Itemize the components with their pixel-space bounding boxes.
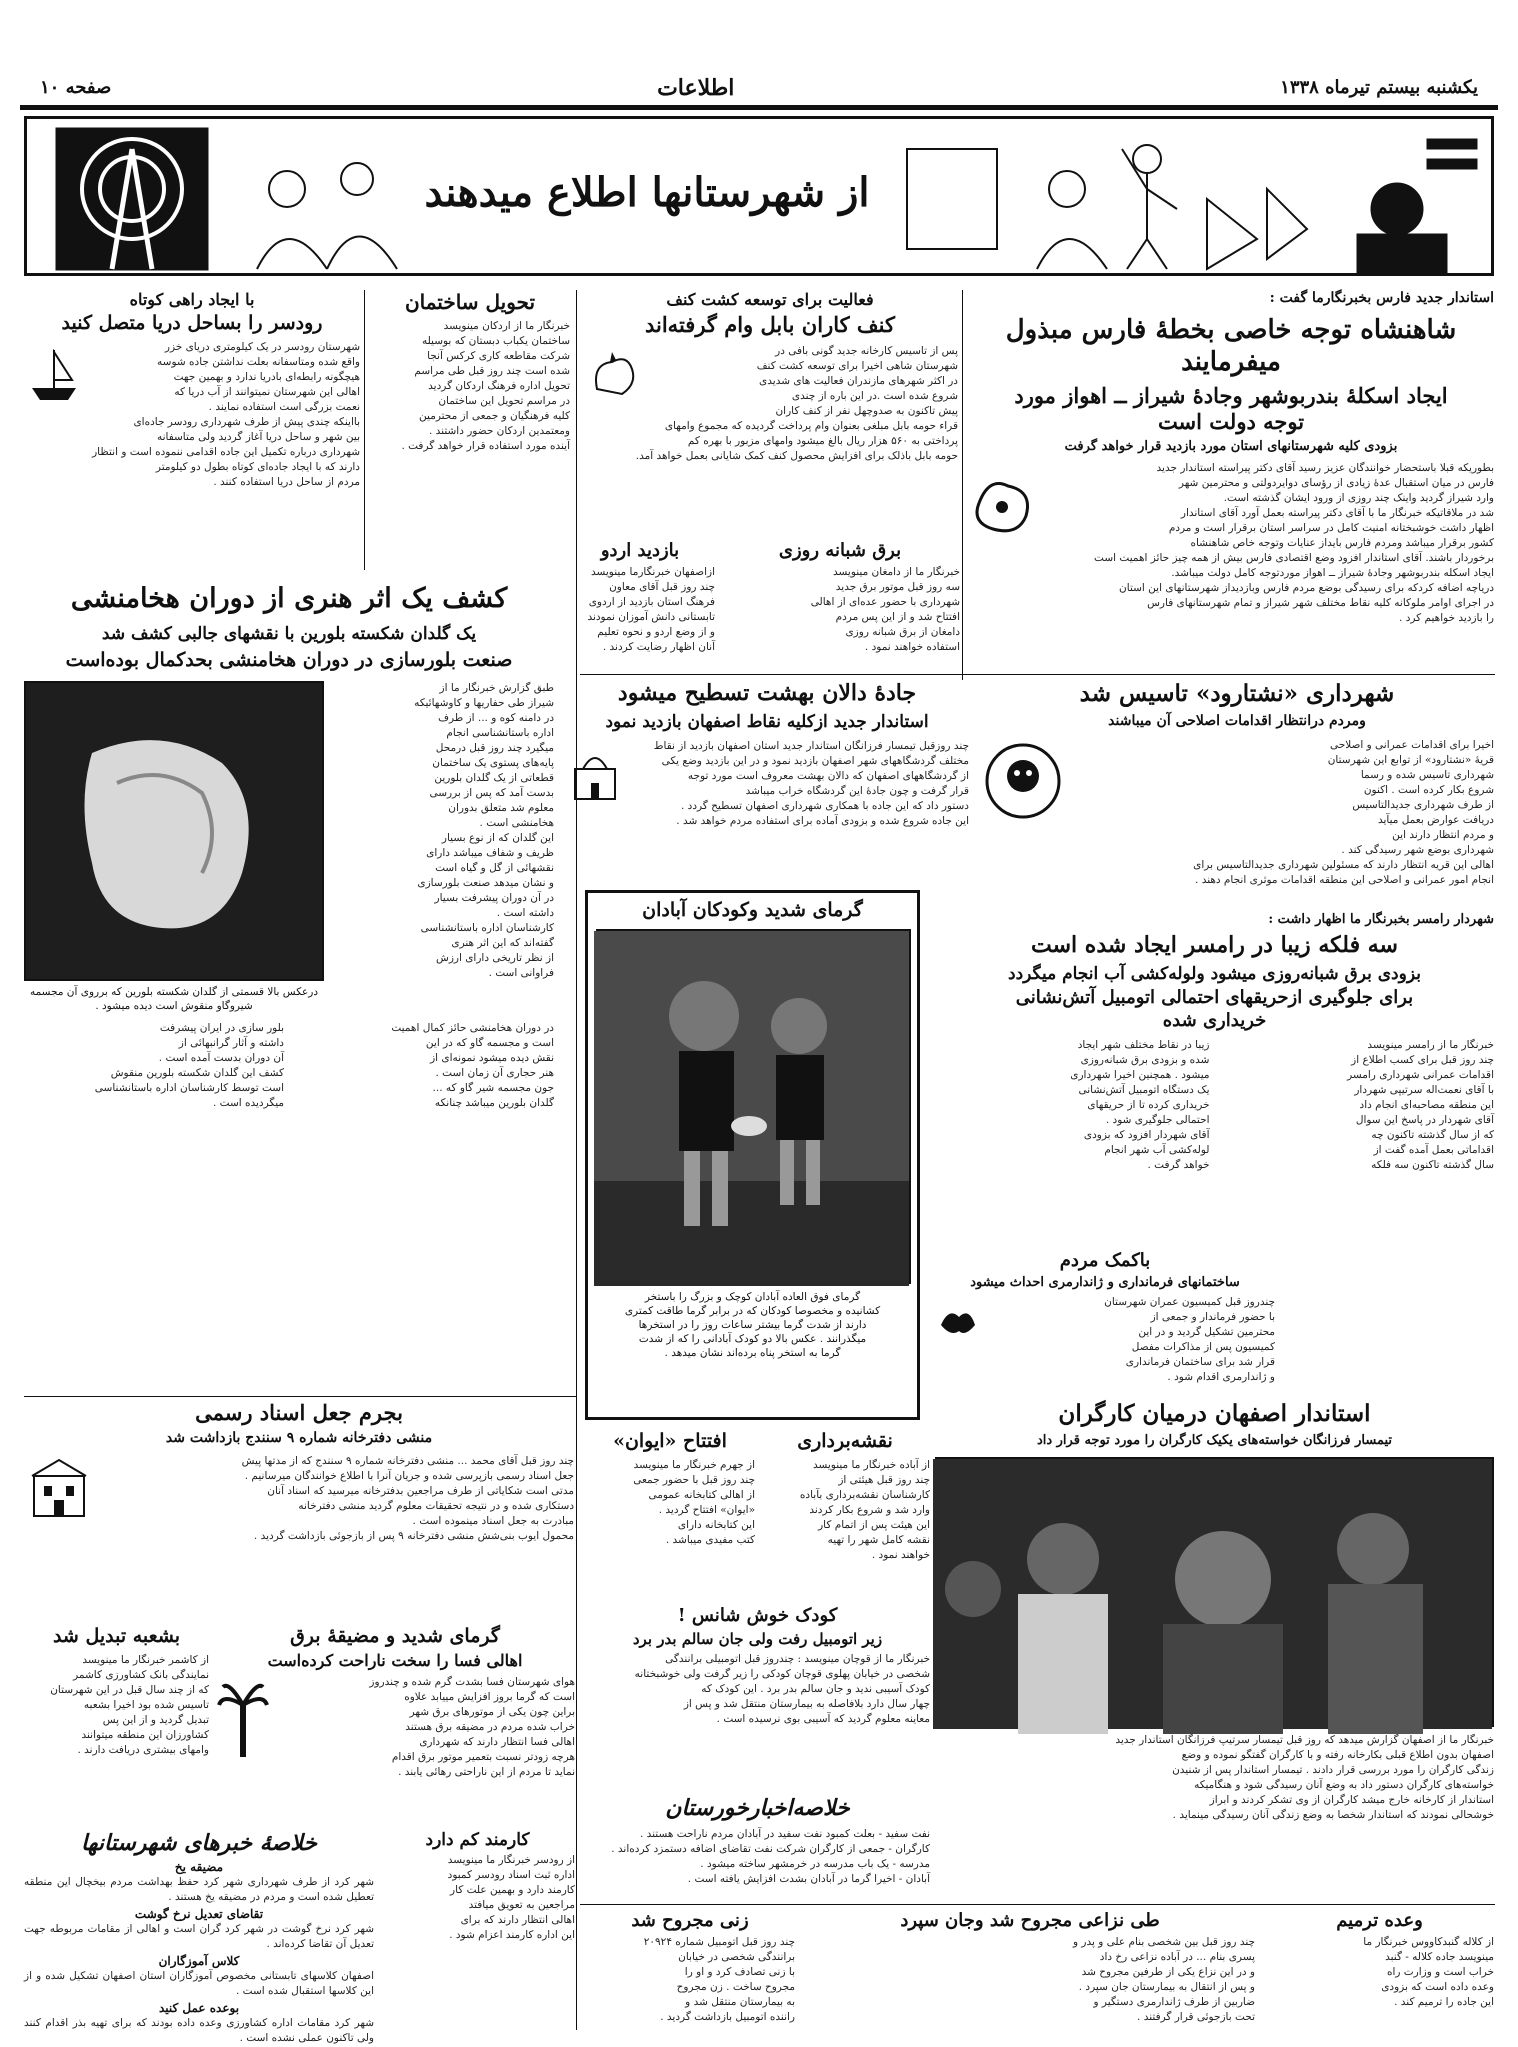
article-body: از آباده خبرنگار ما مینویسد چند روز قبل هیئتی از کارشناسان نقشه‌برداری بآباده وارد شد و شروع بکار کردند این هیئت پس از اتمام کار نقشه کامل شهر را تهیه خواهند نمود . bbox=[799, 1458, 930, 1561]
article-subheadline: خریداری شده bbox=[1162, 1009, 1267, 1031]
article-body: هوای شهرستان فسا بشدت گرم شده و چندروز است که گرما بروز افزایش مییابد علاوه براین چون یکی از موتورهای برق شهر خراب شده مردم در مضیقه برق هستند اهالی فسا انتظار دارند که شهرداری هرچه زودتر نسبت بتعمیر موتور برق اقدام نماید تا مردم از این ناراحتی رهائی یابند . bbox=[369, 1675, 575, 1778]
article-artifact bbox=[24, 582, 554, 1397]
article-headline: بازدید اردو bbox=[600, 540, 680, 561]
telephone-man-icon bbox=[1357, 139, 1477, 274]
paper-name: اطلاعات bbox=[657, 74, 735, 101]
article-body: شهرستان رودسر در یک کیلومتری دریای خزر واقع شده ومتاسفانه بعلت نداشتن جاده شوسه هیچگونه رابطه‌ای بادریا ندارد و بهمین جهت اهالی این شهرستان نمیتوانند از آب دریا که نعمت بزرگی است استفاده نمایند . bbox=[157, 340, 360, 413]
article-khuzestan bbox=[585, 1795, 930, 1905]
article-headline: کشف یک اثر هنری از دوران هخامنشی bbox=[70, 583, 508, 614]
article-subheadline: منشی دفترخانه شماره ۹ سنندج بازداشت شد bbox=[165, 1430, 433, 1447]
masthead bbox=[20, 70, 1498, 110]
article-road bbox=[24, 290, 360, 535]
section-banner bbox=[24, 116, 1494, 276]
summary-item-head: تقاضای تعدیل نرخ گوشت bbox=[134, 1906, 264, 1921]
article-subheadline: ساختمانهای فرمانداری و ژاندارمری احداث میشود bbox=[970, 1274, 1240, 1290]
article-body-continued: در دوران هخامنشی حائز کمال اهمیت است و مجسمه گاو که در این نقش دیده میشود نمونه‌ای از هنر حجاری آن زمان است . جون مجسمه شیر گاو که ... گلدان بلورین میباشد چنانکه بلور سازی در ایران پیشرفت داشته و آثار گرانبهائی از آن دوران بدست آمده است . کشف این گلدان شکسته بلورین منقوش است توسط کارشناسان اداره باستانشناسی میگردیده است . bbox=[94, 1021, 554, 1109]
row-divider bbox=[24, 1396, 576, 1397]
article-headline: بجرم جعل اسناد رسمی bbox=[195, 1400, 403, 1425]
article-trim bbox=[1265, 1910, 1494, 2035]
article-headline: بشعبه تبدیل شد bbox=[52, 1625, 181, 1647]
article-kicker: کودک خوش شانس ! bbox=[677, 1605, 838, 1626]
article-headline: تحویل ساختمان bbox=[404, 290, 536, 314]
article-body: چندروز قبل کمیسیون عمران شهرستان با حضور فرماندار و جمعی از محترمین تشکیل گردید و در این کمیسیون پس از مذاکرات مفصل قرار شد برای ساختمان فرمانداری و ژاندارمری اقدام شود . bbox=[1104, 1295, 1275, 1383]
article-neshtarood bbox=[980, 680, 1494, 910]
article-headline: نقشه‌برداری bbox=[797, 1430, 893, 1452]
article-body: چند روز قبل آقای محمد ... منشی دفترخانه شماره ۹ سنندج که از مدتها پیش جعل اسناد رسمی بازپرسی شده و جریان آنرا با اطلاع خوانندگان میرسانیم . مدتی است شکایاتی از طرف مراجعین بدفترخانه میرسید که اسناد آنان دستکاری شده و در نتیجه تحقیقات معلوم گردید منشی دفترخانه مبادرت به جعل اسناد مینموده است . محمول ایوب بنی‌شش منشی دفترخانه ۹ پس از بازجوئی بازداشت گردید . bbox=[241, 1454, 574, 1542]
article-mapping bbox=[760, 1430, 930, 1600]
summary-item-text: اصفهان کلاسهای تابستانی مخصوص آموزگاران استان اصفهان تشکیل شده و از این کلاسها استقبال شده است . bbox=[24, 1969, 374, 1997]
artifact-photo bbox=[24, 681, 324, 981]
workers-photo bbox=[935, 1457, 1494, 1727]
article-headline: کارمند کم دارد bbox=[425, 1830, 530, 1850]
glass-vase-fragment-image bbox=[22, 683, 322, 983]
article-kicker: شهردار رامسر بخبرنگار ما اظهار داشت : bbox=[1268, 912, 1494, 927]
boat-icon bbox=[24, 340, 84, 410]
article-subheadline: صنعت بلورسازی در دوران هخامنشی بحدکمال بوده‌است bbox=[65, 649, 513, 671]
article-subheadline: بزودی برق شبانه‌روزی میشود ولوله‌کشی آب انجام میگردد bbox=[1008, 963, 1421, 984]
article-kicker: با ایجاد راهی کوتاه bbox=[129, 290, 255, 309]
article-body: نفت سفید - بعلت کمبود نفت سفید در آبادان مردم ناراحت هستند . کارگران - جمعی از کارگران شرکت نفت تقاضای اضافه دستمزد کرده‌اند . مدرسه - یک باب مدرسه در خرمشهر ساخته میشود . آبادان - اخیرا گرما در آبادان بشدت افزایش یافته است . bbox=[611, 1827, 930, 1885]
article-body: خبرنگار ما از رامسر مینویسد چند روز قبل برای کسب اطلاع از اقدامات عمرانی شهرداری رامسر با آقای نعمت‌اله سرتیپی شهردار این منطقه مصاحبه‌ای انجام داد آقای شهردار در پاسخ این سوال که از سال گذشته تاکنون چه اقداماتی بعمل آمده گفت از سال گذشته تاکنون سه فلکه bbox=[1347, 1039, 1494, 1171]
article-body-continued: قراء حومه بابل مبلغی بعنوان وام پرداخت گردیده که مجموع وامهای پرداختی به ۵۶۰ هزار ریال بالغ میشود وامهای مزبور با بهره کم حومه بابل باذلک برای افزایش محصول کنف کمک شایانی بعمل خواهد آمد. bbox=[635, 420, 958, 463]
column-divider bbox=[576, 290, 577, 2030]
fars-map-icon bbox=[968, 471, 1038, 541]
article-headline: سه فلکه زیبا در رامسر ایجاد شده است bbox=[1031, 932, 1398, 959]
page-number: صفحه ۱۰ bbox=[40, 77, 112, 98]
article-subheadline: برای جلوگیری ازحریقهای احتمالی اتومبیل آتش‌نشانی bbox=[1015, 987, 1414, 1008]
article-subheadline: تیمسار فرزانگان خواسته‌های یکیک کارگران را مورد توجه قرار داد bbox=[1036, 1432, 1393, 1448]
article-injured bbox=[585, 1910, 795, 2035]
article-subheadline: ومردم درانتظار اقدامات اصلاحی آن میباشند bbox=[1108, 712, 1366, 729]
photo-caption: شیروگاو منقوش است دیده میشود . bbox=[95, 999, 253, 1012]
column-divider bbox=[962, 290, 963, 680]
rooster-icon bbox=[582, 344, 642, 404]
article-lucky bbox=[585, 1605, 930, 1790]
article-kicker: استاندار جدید فارس بخبرنگارما گفت : bbox=[1269, 290, 1494, 306]
article-iwan bbox=[585, 1430, 755, 1600]
photo-caption: خبرنگار ما از اصفهان گزارش میدهد که روز قبل تیمسار سرتیپ فرزانگان استاندار جدید اصفهان بدون اطلاع قبلی بکارخانه رفته و با کارگران گفتگو نموده و وضع زندگی کارگران را مورد بررسی قرار دادند . تیمسار استاندار پس از شنیدن خواسته‌های کارگران دستور داد به وضع آنان رسیدگی شود و هنگامیکه استاندار از کارخانه خارج میشد کارگران از وی تشکر کردند و ابراز خوشحالی نمودند که استاندار شخصا به وضع زندگی آنان رسیدگی مینماید . bbox=[1115, 1734, 1494, 1821]
summary-item-text: شهر کرد نرخ گوشت در شهر کرد گران است و اهالی از مقامات مربوطه جهت تعدیل آن تقاضا کرده‌اند . bbox=[24, 1922, 374, 1950]
governor-with-workers-image bbox=[933, 1459, 1492, 1729]
article-alleyway bbox=[565, 680, 969, 890]
article-body: طبق گزارش خبرنگار ما از شیراز طی حفاریها و کاوشهائیکه در دامنه کوه و ... از طرف اداره باستانشناسی انجام میگیرد چند روز قبل درمحل پایه‌های پستوی یک ساختمان قطعاتی از یک گلدان بلورین بدست آمد که پس از بررسی معلوم شد متعلق بدوران هخامنشی است . این گلدان که از نوع بسیار ظریف و شفاف میباشد دارای نقشهائی از گل و گیاه است و نشان میدهد صنعت بلورسازی در آن دوران پیشرفت بسیار داشته است . کارشناسان اداره باستانشناسی گفته‌اند که این اثر هنری از نظر تاریخی دارای ارزش فراوانی است . bbox=[414, 681, 554, 979]
article-subheadline: بزودی کلیه شهرستانهای استان مورد بازدید قرار خواهد گرفت bbox=[1064, 439, 1398, 454]
article-headline: برق شبانه روزی bbox=[778, 540, 902, 561]
article-kicker: فعالیت برای توسعه کشت کنف bbox=[666, 290, 874, 309]
article-body: از کاشمر خبرنگار ما مینویسد نمایندگی بانک کشاورزی کاشمر که از چند سال قبل در این شهرستان تاسیس شده بود اخیرا بشعبه تبدیل گردید و از این پس کشاورزان این منطقه میتوانند وامهای بیشتری دریافت دارند . bbox=[50, 1653, 209, 1756]
article-headline: کنف کاران بابل وام گرفته‌اند bbox=[644, 312, 895, 337]
lion-emblem-icon bbox=[980, 738, 1066, 824]
hands-icon bbox=[935, 1295, 981, 1341]
article-headline: خلاصه‌اخبار‌خورستان bbox=[665, 1795, 850, 1821]
article-body-column-2: زیبا در نقاط مختلف شهر ایجاد شده و بزودی برق شبانه‌روزی میشود . همچنین اخیرا شهرداری یک دستگاه اتومبیل آتش‌نشانی خریداری کرده تا از حریقهای احتمالی جلوگیری شود . آقای شهردار افزود که بزودی لوله‌کشی آب شهر انجام خواهد گرفت . bbox=[1070, 1039, 1210, 1171]
column-divider bbox=[364, 290, 365, 570]
article-urdu bbox=[565, 540, 715, 665]
article-headline: گرمای شدید وکودکان آبادان bbox=[642, 899, 863, 921]
article-headline: شاهنشاه توجه خاصی بخطهٔ فارس مبذول میفرمایند bbox=[1005, 314, 1457, 377]
article-headline: باکمک مردم bbox=[1059, 1250, 1151, 1271]
article-headline: زنی مجروح شد bbox=[631, 1910, 749, 1931]
article-electric bbox=[720, 540, 960, 665]
article-headline: گرمای شدید و مضیقهٔ برق bbox=[290, 1625, 500, 1647]
article-body: چند روز قبل اتومبیل شماره ۲۰۹۲۴ برانندگی شخصی در خیابان با زنی تصادف کرد و او را مجروح ساخت . زن مجروح به بیمارستان منتقل شد و راننده اتومبیل بازداشت گردید . bbox=[643, 1935, 795, 2023]
article-body-continued: بااینکه چندی پیش از طرف شهرداری رودسر جاده‌ای بین شهر و ساحل دریا آغاز گردید ولی متاسفانه شهرداری درباره تکمیل این جاده اقدامی ننموده است و انتظار دارند که با ایجاد جاده‌ای کوتاه بطول دو کیلومتر مردم از ساحل دریا استفاده کنند . bbox=[92, 415, 360, 488]
article-body: ازاصفهان خبرنگارما مینویسد چند روز قبل آقای معاون فرهنگ استان بازدید از اردوی تابستانی دانش آموزان نمودند و از وضع اردو و نحوه تعلیم آنان اظهار رضایت کردند . bbox=[587, 565, 715, 653]
article-body: خبرنگار ما از اردکان مینویسد ساختمان یکباب دبستان که بوسیله شرکت مقاطعه کاری کرکس آنجا شده است چند روز قبل طی مراسم تحویل اداره فرهنگ اردکان گردید در مراسم تحویل این ساختمان کلیه فرهنگیان و جمعی از محترمین ومعتمدین اردکان حضور داشتند . آینده مورد استفاده قرار خواهد گرفت . bbox=[401, 320, 570, 452]
radio-tower-icon bbox=[57, 129, 207, 269]
article-headline: خلاصهٔ خبرهای شهرستانها bbox=[81, 1830, 317, 1856]
article-fight bbox=[805, 1910, 1255, 2035]
article-body: از کلاله گنبدکاووس خبرنگار ما مینویسد جاده کلاله - گنبد خراب است و وزارت راه وعده داده است که بزودی این جاده را ترمیم کند . bbox=[1363, 1935, 1494, 2008]
issue-date: یکشنبه بیستم تیرماه ۱۳۳۸ bbox=[1280, 77, 1478, 98]
article-lighting bbox=[935, 912, 1494, 1247]
article-body: چند روز قبل بین شخصی بنام علی و پدر و پسری بنام ... در آباده نزاعی رخ داد و در این نزاع یکی از طرفین مجروح شد و پس از انتقال به بیمارستان جان سپرد . ضاربین از طرف ژاندارمری دستگیر و تحت بازجوئی قرار گرفتند . bbox=[1072, 1935, 1255, 2023]
article-body: پس از تاسیس کارخانه جدید گونی بافی در شهرستان شاهی اخیرا برای توسعه کشت کنف در اکثر شهرهای مازندران فعالیت های شدیدی شروع شده است .در این باره از چندی پیش تاکنون به صدوچهل نفر از کنف کاران bbox=[756, 345, 958, 418]
article-subheadline: ایجاد اسکلهٔ بندربوشهر وجادهٔ شیراز ــ اهواز مورد bbox=[1014, 382, 1448, 408]
palm-tree-icon bbox=[215, 1675, 271, 1761]
children-pool-image bbox=[594, 931, 909, 1286]
article-subheadline: توجه دولت است bbox=[1157, 408, 1305, 434]
article-headline: شهرداری «نشتارود» تاسیس شد bbox=[1079, 680, 1395, 707]
article-body: چند روزقبل تیمسار فرزانگان استاندار جدید استان اصفهان بازدید از نقاط مختلف گردشگاههای شهر اصفهان بازدید نمود و در این بازدید وضع یکی از گردشگاههای اصفهان که دالان بهشت معروف است مورد توجه قرار گرفت و چون جادهٔ این گردشگاه خراب میباشد دستور داد که این جاده با همکاری شهرداری اصفهان تسطیح گردد . این جاده شروع شده و بزودی آماده برای استفاده مردم خواهد شد . bbox=[653, 739, 969, 827]
article-body: خبرنگار ما از دامغان مینویسد سه روز قبل موتور برق جدید شهرداری با حضور عده‌ای از اهالی افتتاح شد و از این پس مردم دامغان از برق شبانه روزی استفاده خواهند نمود . bbox=[810, 565, 960, 653]
row-divider bbox=[580, 1904, 1495, 1905]
article-subheadline: اهالی فسا را سخت ناراحت کرده‌است bbox=[267, 1650, 523, 1670]
article-subheadline: یک گلدان شکسته بلورین با نقشهای جالبی کشف شد bbox=[101, 623, 477, 644]
summary-item-head: کلاس آموزگاران bbox=[158, 1953, 240, 1968]
article-headline: جادهٔ دالان بهشت تسطیح میشود bbox=[617, 680, 917, 706]
article-headline: افتتاح «ایوان» bbox=[613, 1430, 727, 1452]
article-heat2 bbox=[215, 1625, 575, 1825]
article-body: اخیرا برای اقدامات عمرانی و اصلاحی قریهٔ «نشتارود» از توابع این شهرستان شهرداری تاسیس شده و رسما شروع بکار کرده است . اکنون از طرف شهرداری جدیدالتاسیس دریافت عوارض بعمل میآید و مردم انتظار دارند این شهرداری بوضع شهر رسیدگی کند . bbox=[1327, 739, 1494, 857]
article-heat-photo bbox=[585, 890, 920, 1420]
banner-title: از شهرستانها اطلاع میدهند bbox=[424, 169, 870, 216]
article-body: از رودسر خبرنگار ما مینویسد اداره ثبت اسناد رودسر کمبود کارمند دارد و بهمین علت کار مراجعین به تعویق میافتد اهالی انتظار دارند که برای این اداره کارمند اعزام شود . bbox=[447, 1854, 575, 1942]
article-babol bbox=[582, 290, 958, 510]
article-headline: رودسر را بساحل دریا متصل کنید bbox=[61, 312, 323, 334]
summary-item-text: شهر کرد مقامات اداره کشاورزی وعده داده بودند که برای تهیه بذر اقدام کنند ولی تاکنون عملی نشده است . bbox=[24, 2016, 374, 2044]
article-building bbox=[370, 290, 570, 525]
mosque-icon bbox=[565, 739, 625, 803]
summary-item-text: شهر کرد از طرف شهرداری شهر کرد حفظ بهداشت مردم بیخچال این منطقه تعطیل شده است و مردم در مضیقه یخ هستند . bbox=[24, 1875, 374, 1903]
article-body: خبرنگار ما از قوچان مینویسد : چندروز قبل اتومبیلی برانندگی شخصی در خیابان پهلوی قوچان کودکی را زیر گرفت ولی خوشبختانه کودک آسیبی ندید و جان سالم بدر برد . این کودک که چهار سال دارد بلافاصله به بیمارستان منتقل شد و پس از معاینه معلوم گردید که آسیبی بوی نرسیده است . bbox=[634, 1653, 930, 1726]
article-headline: وعده ترمیم bbox=[1336, 1910, 1423, 1931]
article-body-continued: اهالی این قریه انتظار دارند که مسئولین شهرداری جدیدالتاسیس برای انجام امور عمرانی و اصلاحی این منطقه اقدامات موثری انجام دهند . bbox=[1193, 859, 1494, 887]
photo-caption: گرمای فوق العاده آبادان کوچک و بزرگ را باستخر کشانیده و مخصوصا کودکان که در برابر گرما طاقت کمتری دارند از شدت گرما بیشتر ساعات روز را در استخرها میگذرانند . عکس بالا دو کودک آبادانی را که از شدت گرما به استخر پناه برده‌اند نشان میدهد . bbox=[624, 1290, 881, 1359]
article-headline: استاندار اصفهان درمیان کارگران bbox=[1058, 1400, 1371, 1427]
building-icon bbox=[24, 1454, 94, 1524]
summary-item-head: مضیقه یخ bbox=[174, 1859, 224, 1874]
article-subheadline: استاندار جدید ازکلیه نقاط اصفهان بازدید نمود bbox=[605, 711, 929, 732]
article-fars bbox=[968, 290, 1494, 688]
children-pool-photo bbox=[596, 929, 911, 1284]
article-headline: زیر اتومبیل رفت ولی جان سالم بدر برد bbox=[632, 1629, 883, 1648]
article-document bbox=[24, 1400, 574, 1620]
article-headline: طی نزاعی مجروح شد وجان سپرد bbox=[900, 1910, 1160, 1931]
article-body: بطوریکه قبلا باستحضار خوانندگان عزیز رسید آقای دکتر پیراسته استاندار جدید فارس در میان استقبال عدهٔ زیادی از رؤسای دوایردولتی و محترمین شهر وارد شیراز گردید واینک چند روزی از ورود ایشان گذشته است. شد در ملاقاتیکه خبرنگار ما با آقای دکتر پیراسته بعمل آورد آقای استاندار اظهار داشت خوشبختانه امنیت کامل در سراسر استان برقرار است و مردم کشور برقرار میباشد ومردم فارس بایداز عنایات وتوجه خاص شاهنشاه برخوردار باشند. آقای استاندار افزود وضع اقتصادی فارس بیش از همه چیز حائز اهمیت است ایجاد اسکله بندربوشهر وجادهٔ شیراز ــ اهواز موردتوجه کامل دولت میباشد. دریاچه اضافه کردکه برای رسیدگی بوضع مردم فارس وبازدیداز شهرستانهای این استان در اجرای اوامر ملوکانه کلیه نقاط مختلف شهر شیراز و تمام شهرستانهای فارس را بازدید خواهیم کرد . bbox=[1094, 462, 1494, 625]
article-isfahan-workers bbox=[935, 1400, 1494, 1960]
article-staff bbox=[380, 1830, 575, 1970]
photo-caption: درعکس بالا قسمتی از گلدان شکسته بلورین که برروی آن مجسمه bbox=[29, 985, 319, 998]
article-bank bbox=[24, 1625, 209, 1825]
article-mayor bbox=[935, 1250, 1275, 1400]
row-divider bbox=[580, 674, 1495, 675]
article-summary bbox=[24, 1830, 374, 2044]
article-body: از جهرم خبرنگار ما مینویسد چند روز قبل با حضور جمعی از اهالی کتابخانه عمومی «ایوان» افتتاح گردید . این کتابخانه دارای کتب مفیدی میباشد . bbox=[633, 1458, 755, 1546]
summary-item-head: بوعده عمل کنید bbox=[158, 2000, 240, 2015]
